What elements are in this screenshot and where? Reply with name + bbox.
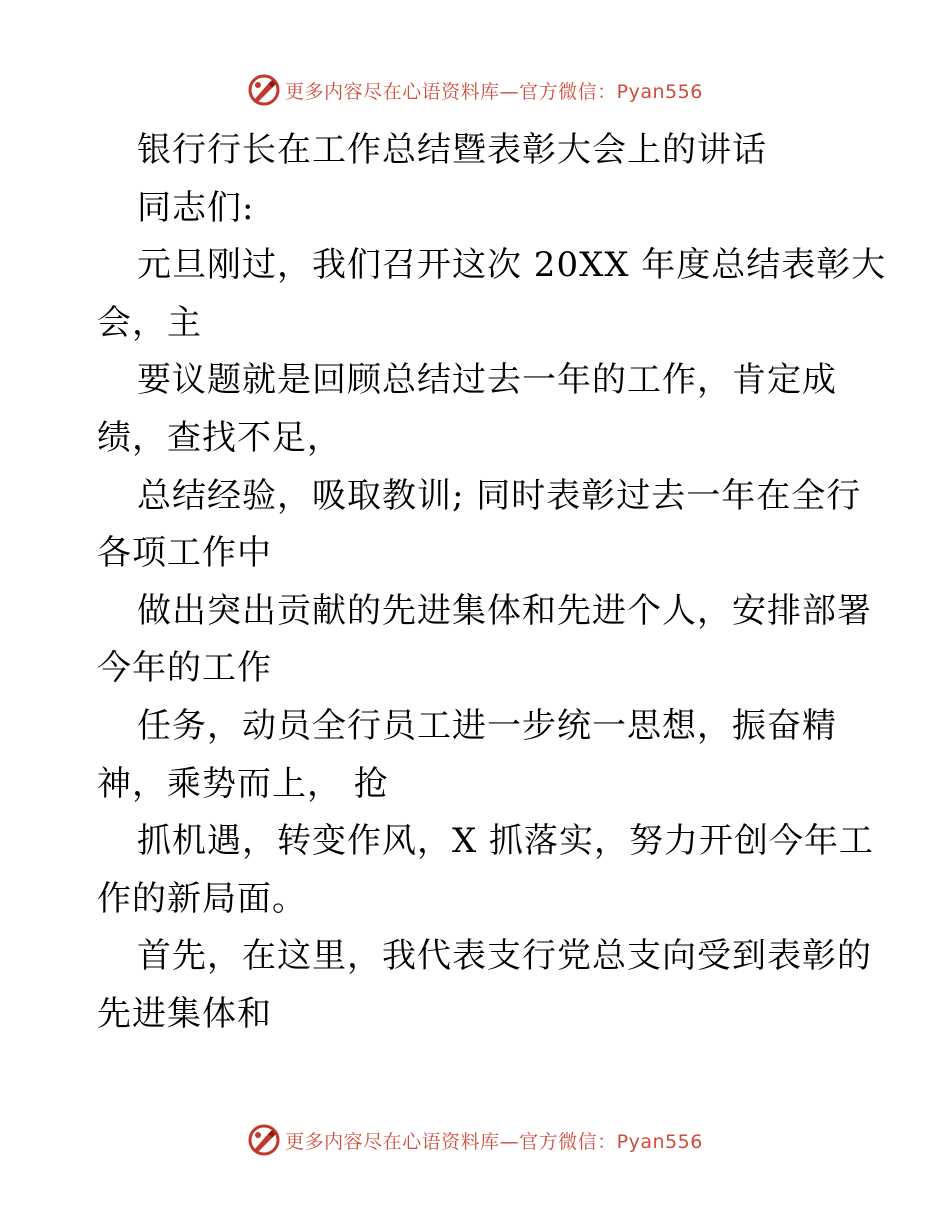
header-watermark (0, 70, 950, 110)
paragraph-line: 总结经验，吸取教训; 同时表彰过去一年在全行 (137, 475, 862, 516)
document-title: 银行行长在工作总结暨表彰大会上的讲话 (137, 130, 767, 170)
pen-logo-icon (247, 73, 281, 107)
paragraph-line: 会，主 (97, 302, 202, 343)
paragraph-line: 今年的工作 (97, 648, 272, 689)
salutation: 同志们: (137, 187, 255, 228)
footer-watermark (0, 1120, 950, 1160)
paragraph-line: 做出突出贡献的先进集体和先进个人，安排部署 (137, 590, 872, 631)
paragraph-line: 神，乘势而上， 抢 (97, 763, 389, 804)
paragraph-line: 元旦刚过，我们召开这次 20XX 年度总结表彰大 (137, 245, 887, 286)
paragraph-line: 先进集体和 (97, 993, 272, 1034)
paragraph-line: 首先，在这里，我代表支行党总支向受到表彰的 (137, 936, 872, 977)
paragraph-line: 任务，动员全行员工进一步统一思想，振奋精 (137, 705, 837, 746)
paragraph-line: 要议题就是回顾总结过去一年的工作，肯定成 (137, 360, 837, 401)
document-body (97, 122, 887, 1044)
paragraph-line: 作的新局面。 (97, 878, 307, 919)
paragraph-line: 抓机遇，转变作风，X 抓落实，努力开创今年工 (137, 821, 875, 862)
pen-logo-icon (247, 1123, 281, 1157)
footer-watermark-text: 更多内容尽在心语资料库—官方微信：Pyan556 (285, 1130, 703, 1153)
paragraph-line: 绩，查找不足， (97, 417, 342, 458)
paragraph-line: 各项工作中 (97, 533, 272, 574)
header-watermark-text: 更多内容尽在心语资料库—官方微信：Pyan556 (285, 80, 703, 103)
